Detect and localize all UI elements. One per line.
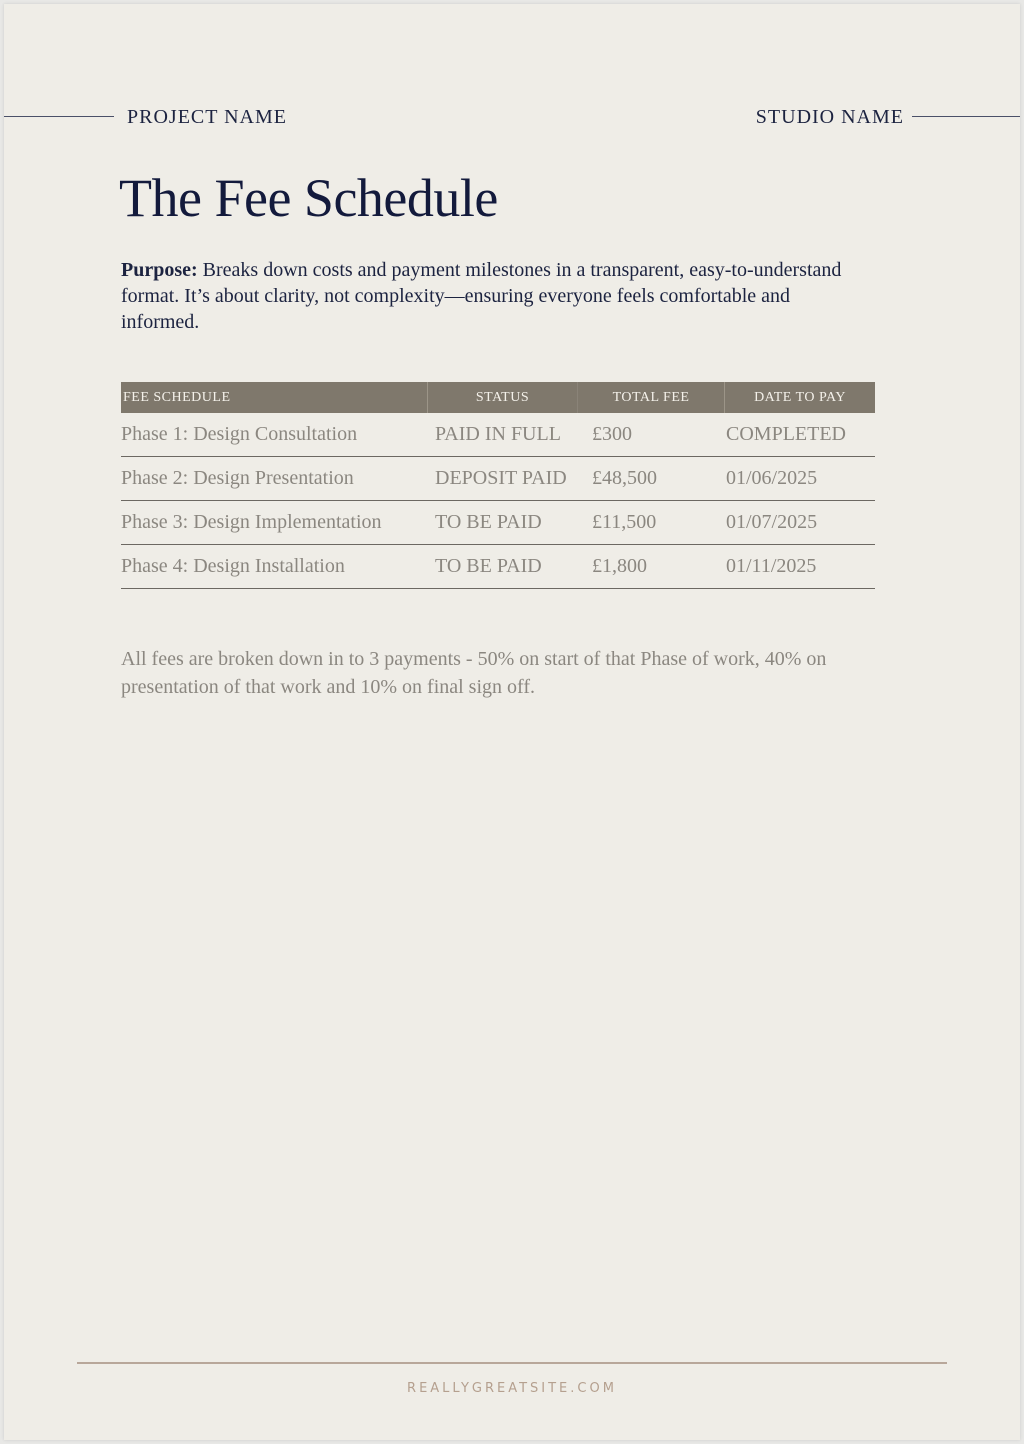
studio-name: STUDIO NAME: [755, 106, 904, 128]
fee-cell: £300: [592, 423, 632, 445]
date-cell: 01/11/2025: [726, 555, 817, 577]
phase-cell: Phase 4: Design Installation: [121, 555, 345, 577]
phase-cell: Phase 1: Design Consultation: [121, 423, 358, 445]
fee-cell: £1,800: [592, 555, 647, 577]
footer-rule: [77, 1362, 947, 1364]
page-title: The Fee Schedule: [119, 168, 498, 228]
header-total-fee: TOTAL FEE: [578, 382, 725, 413]
phase-cell: Phase 2: Design Presentation: [121, 467, 354, 489]
status-cell: TO BE PAID: [435, 555, 542, 577]
phase-cell: Phase 3: Design Implementation: [121, 511, 382, 533]
table-row: [121, 501, 875, 545]
date-cell: COMPLETED: [726, 423, 846, 445]
payment-note: All fees are broken down in to 3 payments - 50% on start of that Phase of work, 40% on presentation of that work and 10% on final sign off.: [121, 648, 827, 698]
purpose-text: Breaks down costs and payment milestones in a transparent, easy-to-understand format. It’s about clarity, not complexity—ensuring everyone feels comfortable and informed.: [121, 259, 842, 333]
table-row: [121, 413, 875, 457]
project-name: PROJECT NAME: [127, 106, 287, 128]
table-row: [121, 457, 875, 501]
fee-table: [121, 382, 875, 589]
header-rule-left: [4, 116, 114, 117]
purpose-label: Purpose:: [121, 259, 198, 281]
header-rule-right: [912, 116, 1020, 117]
header-fee-schedule: FEE SCHEDULE: [121, 382, 428, 413]
date-cell: 01/07/2025: [726, 511, 818, 533]
purpose-paragraph: [121, 257, 861, 335]
document-page: [4, 4, 1020, 1440]
fee-cell: £11,500: [592, 511, 657, 533]
status-cell: DEPOSIT PAID: [435, 467, 567, 489]
header-date-to-pay: DATE TO PAY: [754, 390, 846, 405]
header-status: STATUS: [428, 382, 578, 413]
date-cell: 01/06/2025: [726, 467, 818, 489]
status-cell: TO BE PAID: [435, 511, 542, 533]
table-header: [121, 382, 875, 413]
footer-website: REALLYGREATSITE.COM: [407, 1381, 617, 1396]
fee-cell: £48,500: [592, 467, 657, 489]
status-cell: PAID IN FULL: [435, 423, 561, 445]
table-row: [121, 545, 875, 589]
